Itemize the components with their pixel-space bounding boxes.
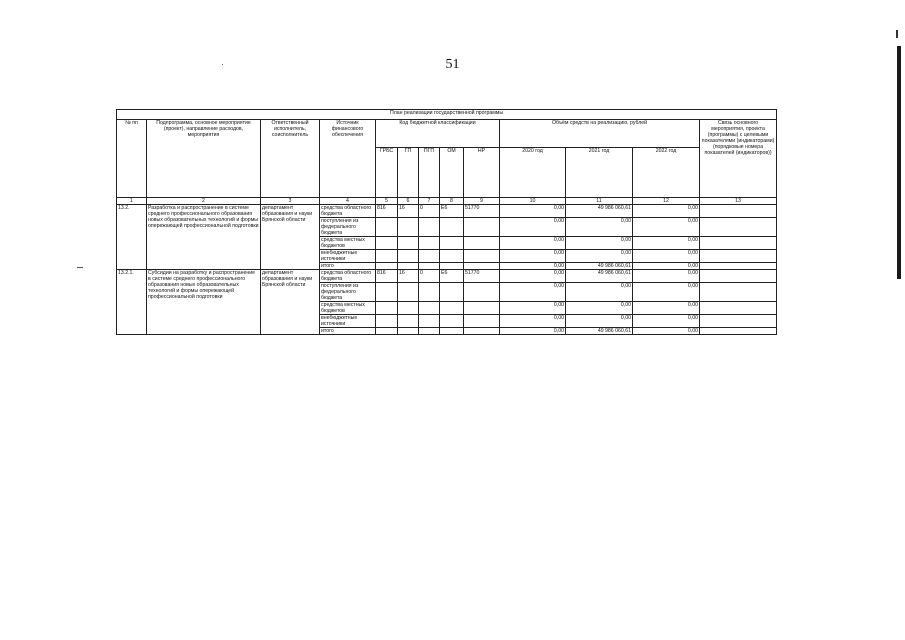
budget-code-cell: 51770 [464, 270, 500, 283]
budget-code-cell [440, 302, 464, 315]
program-plan-table [116, 109, 777, 335]
budget-code-cell: 0 [419, 270, 440, 283]
header-year-2020: 2020 год [500, 148, 566, 198]
funding-source: итого [320, 263, 376, 270]
budget-code-cell [440, 237, 464, 250]
budget-code-cell [376, 283, 398, 302]
amount-2022: 0,00 [633, 205, 700, 218]
amount-2020: 0,00 [500, 328, 566, 335]
budget-code-cell [419, 237, 440, 250]
amount-2021: 0,00 [566, 302, 633, 315]
indicator-link-cell [700, 315, 777, 328]
budget-code-cell [398, 218, 419, 237]
col-number: 5 [376, 198, 398, 205]
budget-code-cell [376, 315, 398, 328]
amount-2021: 49 986 060,61 [566, 263, 633, 270]
budget-code-cell [398, 302, 419, 315]
amount-2021: 0,00 [566, 315, 633, 328]
activity-name: Разработка и распространение в системе среднего профессионального образования новых образовательных технологий и формы опережающей профессиональной подготовки [147, 205, 261, 270]
header-pgp: ПГП [419, 148, 440, 198]
budget-code-cell: E6 [440, 205, 464, 218]
budget-code-cell [398, 328, 419, 335]
col-number: 3 [261, 198, 320, 205]
budget-code-cell: 816 [376, 205, 398, 218]
budget-code-cell [440, 218, 464, 237]
budget-code-cell [419, 315, 440, 328]
col-number: 1 [117, 198, 147, 205]
indicator-link-cell [700, 263, 777, 270]
budget-code-cell [419, 328, 440, 335]
amount-2021: 49 986 060,61 [566, 205, 633, 218]
amount-2022: 0,00 [633, 283, 700, 302]
budget-code-cell [419, 263, 440, 270]
indicator-link-cell [700, 270, 777, 283]
amount-2020: 0,00 [500, 205, 566, 218]
budget-code-cell [376, 302, 398, 315]
header-nr: НР [464, 148, 500, 198]
amount-2022: 0,00 [633, 263, 700, 270]
col-number: 2 [147, 198, 261, 205]
amount-2022: 0,00 [633, 218, 700, 237]
budget-code-cell [440, 328, 464, 335]
header-year-2021: 2021 год [566, 148, 633, 198]
amount-2020: 0,00 [500, 315, 566, 328]
header-volume: Объём средств на реализацию, рублей [500, 120, 700, 148]
amount-2022: 0,00 [633, 328, 700, 335]
indicator-link-cell [700, 218, 777, 237]
budget-code-cell [464, 315, 500, 328]
header-grbs: ГРБС [376, 148, 398, 198]
budget-code-cell [464, 302, 500, 315]
column-number-row [117, 198, 777, 205]
scan-speck: · [221, 60, 224, 69]
col-number: 6 [398, 198, 419, 205]
amount-2021: 0,00 [566, 250, 633, 263]
col-number: 12 [633, 198, 700, 205]
funding-source: средства областного бюджета [320, 205, 376, 218]
budget-code-cell [398, 237, 419, 250]
amount-2020: 0,00 [500, 237, 566, 250]
col-number: 8 [440, 198, 464, 205]
budget-code-cell [376, 237, 398, 250]
activity-name: Субсидии на разработку и распространение в системе среднего профессионального образования новых образовательных технологий и формы опережающей профессиональной подготовки [147, 270, 261, 335]
indicator-link-cell [700, 250, 777, 263]
amount-2022: 0,00 [633, 250, 700, 263]
budget-code-cell [440, 315, 464, 328]
budget-code-cell [376, 263, 398, 270]
header-om: ОМ [440, 148, 464, 198]
amount-2022: 0,00 [633, 237, 700, 250]
budget-code-cell: 16 [398, 205, 419, 218]
scan-edge-bar [897, 46, 901, 279]
col-number: 9 [464, 198, 500, 205]
budget-code-cell [398, 250, 419, 263]
budget-code-cell [376, 328, 398, 335]
scan-side-tick [77, 267, 83, 268]
col-number: 7 [419, 198, 440, 205]
amount-2020: 0,00 [500, 270, 566, 283]
table-row [117, 270, 777, 283]
indicator-link-cell [700, 302, 777, 315]
header-link: Связь основного мероприятия, проекта (программы) с целевыми показателями (индикаторами) (порядковые номера показателей (индикаторов)) [700, 120, 777, 198]
table-row [117, 205, 777, 218]
funding-source: средства местных бюджетов [320, 237, 376, 250]
amount-2020: 0,00 [500, 263, 566, 270]
indicator-link-cell [700, 237, 777, 250]
funding-source: внебюджетные источники [320, 315, 376, 328]
budget-code-cell: 51770 [464, 205, 500, 218]
budget-code-cell [440, 250, 464, 263]
header-responsible: Ответственный исполнитель, соисполнитель [261, 120, 320, 198]
amount-2020: 0,00 [500, 283, 566, 302]
header-year-2022: 2022 год [633, 148, 700, 198]
col-number: 11 [566, 198, 633, 205]
header-gp: ГП [398, 148, 419, 198]
amount-2020: 0,00 [500, 302, 566, 315]
funding-source: итого [320, 328, 376, 335]
budget-code-cell: E6 [440, 270, 464, 283]
budget-code-cell [419, 283, 440, 302]
indicator-link-cell [700, 283, 777, 302]
col-number: 10 [500, 198, 566, 205]
budget-code-cell [464, 328, 500, 335]
header-subprogram: Подпрограмма, основное мероприятие (проект), направление расходов, мероприятия [147, 120, 261, 198]
budget-code-cell [419, 302, 440, 315]
row-number: 13.2.1. [117, 270, 147, 335]
page-number: 51 [445, 57, 460, 72]
amount-2020: 0,00 [500, 218, 566, 237]
amount-2021: 0,00 [566, 237, 633, 250]
budget-code-cell [376, 250, 398, 263]
col-number: 13 [700, 198, 777, 205]
row-number: 13.2. [117, 205, 147, 270]
budget-code-cell [464, 218, 500, 237]
amount-2021: 49 986 060,61 [566, 270, 633, 283]
budget-code-cell: 16 [398, 270, 419, 283]
budget-code-cell [398, 315, 419, 328]
amount-2021: 49 986 060,61 [566, 328, 633, 335]
budget-code-cell [464, 237, 500, 250]
header-budget-code: Код бюджетной классификации [376, 120, 500, 148]
amount-2021: 0,00 [566, 283, 633, 302]
amount-2022: 0,00 [633, 302, 700, 315]
budget-code-cell [398, 283, 419, 302]
budget-code-cell [419, 250, 440, 263]
scan-edge-mark [896, 30, 898, 38]
budget-code-cell: 816 [376, 270, 398, 283]
budget-code-cell [464, 263, 500, 270]
budget-code-cell [376, 218, 398, 237]
responsible-executor: департамент образования и науки Брянской области [261, 205, 320, 270]
indicator-link-cell [700, 328, 777, 335]
amount-2022: 0,00 [633, 270, 700, 283]
funding-source: средства местных бюджетов [320, 302, 376, 315]
table-title: План реализации государственной программы [117, 110, 777, 120]
funding-source: средства областного бюджета [320, 270, 376, 283]
funding-source: поступления из федерального бюджета [320, 218, 376, 237]
amount-2021: 0,00 [566, 218, 633, 237]
funding-source: внебюджетные источники [320, 250, 376, 263]
amount-2020: 0,00 [500, 250, 566, 263]
header-num: № пп [117, 120, 147, 198]
budget-code-cell [419, 218, 440, 237]
budget-code-cell [440, 263, 464, 270]
indicator-link-cell [700, 205, 777, 218]
budget-code-cell [398, 263, 419, 270]
header-source: Источник финансового обеспечения [320, 120, 376, 198]
amount-2022: 0,00 [633, 315, 700, 328]
budget-code-cell [464, 250, 500, 263]
funding-source: поступления из федерального бюджета [320, 283, 376, 302]
budget-code-cell [464, 283, 500, 302]
budget-code-cell: 0 [419, 205, 440, 218]
budget-code-cell [440, 283, 464, 302]
col-number: 4 [320, 198, 376, 205]
responsible-executor: департамент образования и науки Брянской области [261, 270, 320, 335]
